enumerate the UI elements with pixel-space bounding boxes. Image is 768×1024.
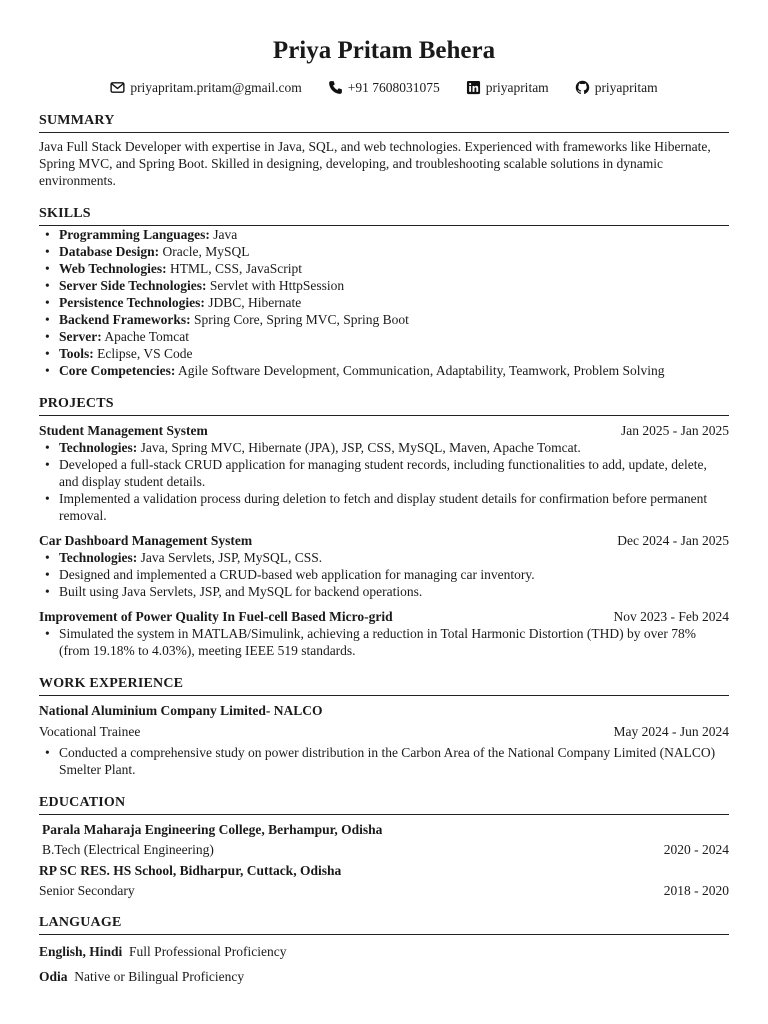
project-header <box>39 608 729 625</box>
skill-label: Server Side Technologies: <box>59 278 207 293</box>
contact-email[interactable] <box>110 79 301 96</box>
skills-list <box>39 226 729 379</box>
section-title-language: LANGUAGE <box>39 914 729 935</box>
list-item <box>59 362 729 379</box>
tech-value: Java, Spring MVC, Hibernate (JPA), JSP, CSS, MySQL, Maven, Apache Tomcat. <box>137 440 581 455</box>
skill-label: Server: <box>59 329 102 344</box>
degree: B.Tech (Electrical Engineering) <box>42 842 214 857</box>
education-row <box>39 882 729 899</box>
list-item: • Built using Java Servlets, JSP, and MySQL for backend operations. <box>59 583 729 600</box>
list-item <box>59 243 729 260</box>
list-item: • Conducted a comprehensive study on power distribution in the Carbon Area of the National Company Limited (NALCO) Smelter Plant. <box>59 744 729 778</box>
contact-bar <box>39 78 729 96</box>
skills-section <box>39 205 729 379</box>
phone-text[interactable]: +91 7608031075 <box>347 79 440 95</box>
project-bullets <box>39 549 729 600</box>
language-name: Odia <box>39 969 68 984</box>
list-item <box>59 549 729 566</box>
school-name: RP SC RES. HS School, Bidharpur, Cuttack, Odisha <box>39 863 342 878</box>
language-item <box>39 943 729 960</box>
list-item <box>59 226 729 243</box>
list-item: • Simulated the system in MATLAB/Simulink, achieving a reduction in Total Harmonic Distortion (THD) by over 78% (from 19.18% to 4.03%), meeting IEEE 519 standards. <box>59 625 729 659</box>
list-item <box>59 311 729 328</box>
skill-value: Spring Core, Spring MVC, Spring Boot <box>190 312 409 327</box>
projects-section <box>39 395 729 659</box>
project-dates: Nov 2023 - Feb 2024 <box>613 609 729 624</box>
skill-label: Backend Frameworks: <box>59 312 191 327</box>
skill-value: JDBC, Hibernate <box>204 295 302 310</box>
list-item <box>59 294 729 311</box>
language-level: Full Professional Proficiency <box>122 944 287 959</box>
project-dates: Dec 2024 - Jan 2025 <box>617 533 729 548</box>
project-bullets <box>39 625 729 659</box>
project-name: Student Management System <box>39 423 208 438</box>
skill-label: Persistence Technologies: <box>59 295 205 310</box>
skill-label: Core Competencies: <box>59 363 176 378</box>
list-item: • Designed and implemented a CRUD-based web application for managing car inventory. <box>59 566 729 583</box>
language-name: English, Hindi <box>39 944 123 959</box>
degree: Senior Secondary <box>39 883 135 898</box>
section-title-skills: SKILLS <box>39 205 729 226</box>
job-bullets <box>39 744 729 778</box>
contact-linkedin[interactable] <box>466 79 549 96</box>
section-title-projects: PROJECTS <box>39 395 729 416</box>
skill-label: Web Technologies: <box>59 261 167 276</box>
contact-github[interactable] <box>575 79 658 96</box>
company-name: National Aluminium Company Limited- NALCO <box>39 703 323 718</box>
list-item <box>59 439 729 456</box>
list-item: • Implemented a validation process during deletion to fetch and display student details for confirmation before permanent removal. <box>59 490 729 524</box>
tech-label: Technologies: <box>59 550 138 565</box>
language-level: Native or Bilingual Proficiency <box>67 969 245 984</box>
summary-text: Java Full Stack Developer with expertise in Java, SQL, and web technologies. Experienced with frameworks like Hibernate, Spring MVC, and Spring Boot. Skilled in designing, developing, and troubleshooting scalable solutions in dynamic environments. <box>39 139 711 188</box>
education-dates: 2020 - 2024 <box>663 842 729 857</box>
language-item <box>39 968 729 985</box>
project-header <box>39 422 729 439</box>
email-text[interactable]: priyapritam.pritam@gmail.com <box>130 79 302 95</box>
resume-page <box>39 0 729 985</box>
list-item <box>59 345 729 362</box>
skill-value: Apache Tomcat <box>101 329 190 344</box>
skill-label: Tools: <box>59 346 94 361</box>
tech-value: Java Servlets, JSP, MySQL, CSS. <box>137 550 323 565</box>
list-item <box>59 277 729 294</box>
education-section <box>39 794 729 899</box>
phone-icon <box>328 80 343 95</box>
section-title-summary: SUMMARY <box>39 112 729 133</box>
summary-section <box>39 112 729 189</box>
project-item <box>39 608 729 659</box>
education-dates: 2018 - 2020 <box>663 883 729 898</box>
education-row <box>39 841 729 858</box>
envelope-icon <box>110 80 125 95</box>
list-item <box>59 328 729 345</box>
job-dates: May 2024 - Jun 2024 <box>613 724 729 739</box>
candidate-name: Priya Pritam Behera <box>272 37 496 64</box>
project-name: Improvement of Power Quality In Fuel-cell Based Micro-grid <box>39 609 393 624</box>
linkedin-icon <box>466 80 481 95</box>
skill-value: HTML, CSS, JavaScript <box>166 261 303 276</box>
project-bullets <box>39 439 729 524</box>
skill-value: Java <box>209 227 238 242</box>
project-dates: Jan 2025 - Jan 2025 <box>621 423 729 438</box>
project-item <box>39 532 729 600</box>
tech-label: Technologies: <box>59 440 138 455</box>
school-name: Parala Maharaja Engineering College, Berhampur, Odisha <box>42 822 383 837</box>
list-item: • Developed a full-stack CRUD application for managing student records, including functionalities to add, update, delete, and display student details. <box>59 456 729 490</box>
skill-value: Agile Software Development, Communication, Adaptability, Teamwork, Problem Solving <box>175 363 665 378</box>
github-icon <box>575 80 590 95</box>
skill-value: Servlet with HttpSession <box>206 278 345 293</box>
skill-value: Eclipse, VS Code <box>93 346 193 361</box>
skill-value: Oracle, MySQL <box>159 244 250 259</box>
section-title-experience: WORK EXPERIENCE <box>39 675 729 696</box>
github-text[interactable]: priyapritam <box>594 79 658 95</box>
job-row <box>39 723 729 740</box>
project-header <box>39 532 729 549</box>
contact-phone[interactable] <box>328 79 440 96</box>
list-item <box>59 260 729 277</box>
language-section <box>39 914 729 985</box>
section-title-education: EDUCATION <box>39 794 729 815</box>
project-name: Car Dashboard Management System <box>39 533 253 548</box>
experience-section <box>39 675 729 778</box>
project-item <box>39 422 729 524</box>
skill-label: Database Design: <box>59 244 160 259</box>
job-role: Vocational Trainee <box>39 724 141 739</box>
skill-label: Programming Languages: <box>59 227 210 242</box>
linkedin-text[interactable]: priyapritam <box>485 79 549 95</box>
